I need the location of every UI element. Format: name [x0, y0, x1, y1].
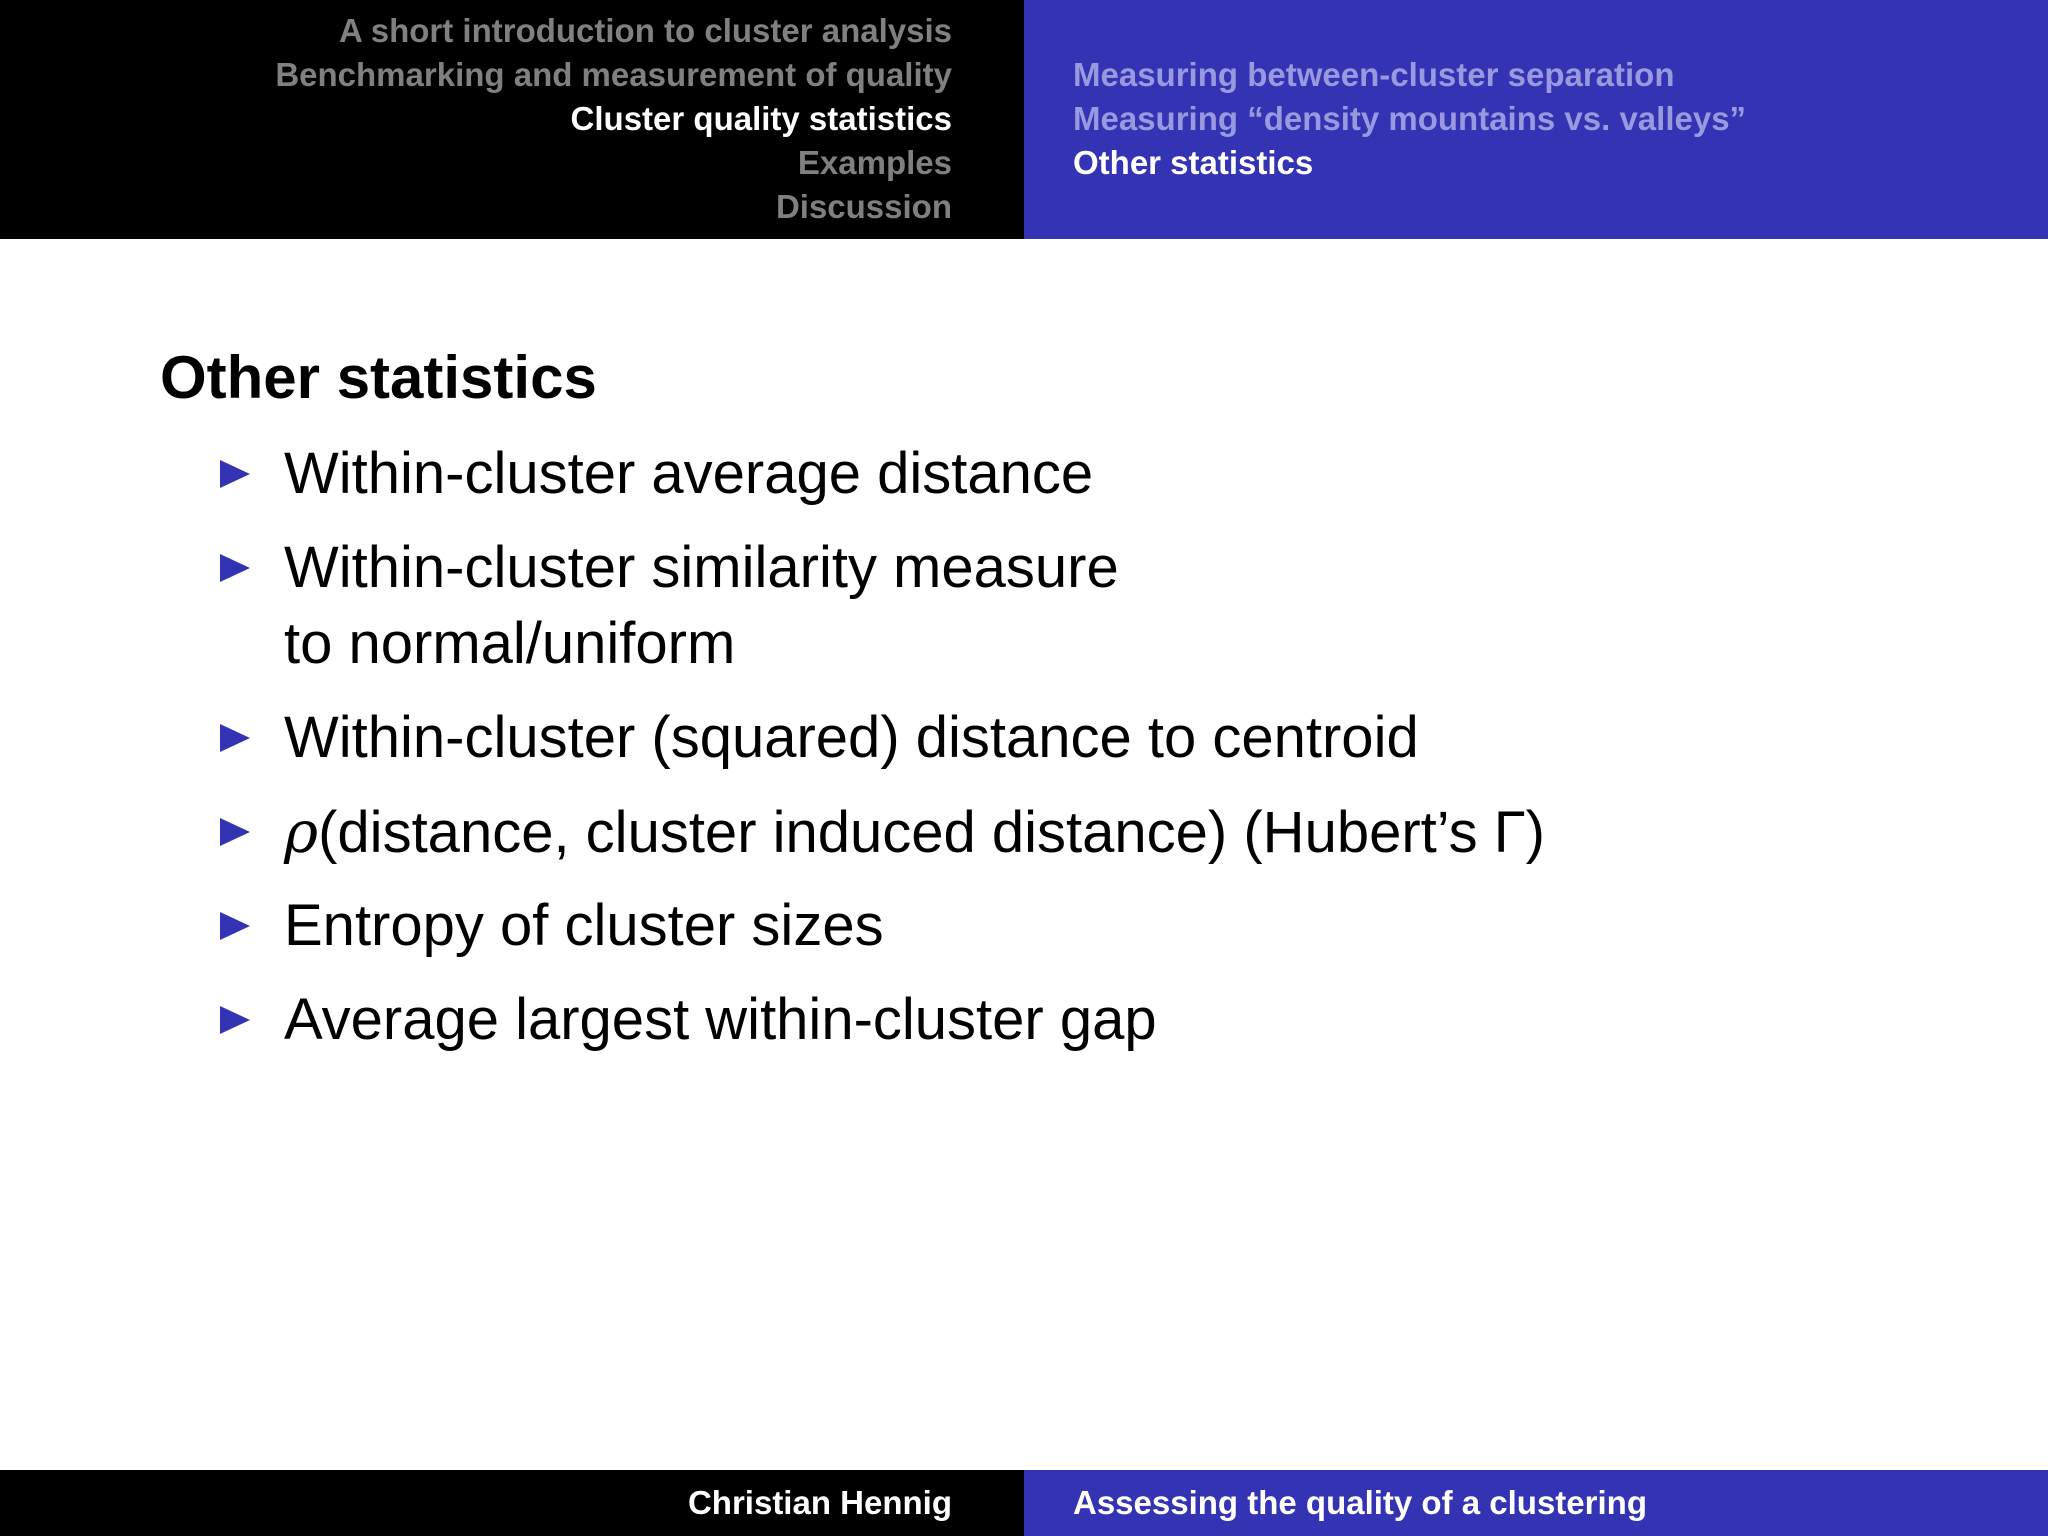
- section-nav: [0, 0, 1024, 239]
- bullet-triangle-icon: [220, 460, 250, 488]
- section-nav-item-discussion[interactable]: Discussion: [775, 188, 952, 225]
- bullet-text: Entropy of cluster sizes: [284, 893, 884, 958]
- bullet-triangle-icon: [220, 912, 250, 940]
- bullet-text: Average largest within-cluster gap: [284, 987, 1157, 1052]
- subsection-nav-item-other-statistics[interactable]: Other statistics: [1073, 144, 1314, 181]
- subsection-nav-item-between-cluster-separation[interactable]: Measuring between-cluster separation: [1073, 56, 1675, 93]
- footer: [0, 1470, 2048, 1536]
- bullet-text-continuation: to normal/uniform: [284, 611, 736, 676]
- rho-symbol: ρ: [284, 798, 319, 866]
- bullet-triangle-icon: [220, 1006, 250, 1034]
- frame-title: Other statistics: [160, 344, 597, 411]
- section-nav-item-cluster-quality-statistics[interactable]: Cluster quality statistics: [570, 100, 952, 137]
- bullet-triangle-icon: [220, 554, 250, 582]
- section-nav-item-benchmarking[interactable]: Benchmarking and measurement of quality: [275, 56, 952, 93]
- subsection-nav: [1024, 0, 2048, 239]
- bullet-text: Within-cluster average distance: [284, 441, 1094, 506]
- bullet-triangle-icon: [220, 724, 250, 752]
- section-nav-item-intro[interactable]: A short introduction to cluster analysis: [338, 12, 952, 49]
- subsection-nav-item-density-mountains[interactable]: Measuring “density mountains vs. valleys”: [1073, 100, 1747, 137]
- bullet-text: [284, 794, 1545, 871]
- bullet-triangle-icon: [220, 818, 250, 846]
- bullet-text: Within-cluster similarity measure: [284, 535, 1119, 600]
- bullet-text: Within-cluster (squared) distance to centroid: [284, 705, 1419, 770]
- bullet-text-body: (distance, cluster induced distance) (Hubert’s Γ): [318, 800, 1545, 865]
- header-navigation: [0, 0, 2048, 239]
- section-nav-item-examples[interactable]: Examples: [797, 144, 952, 181]
- footer-author: Christian Hennig: [0, 1470, 1024, 1536]
- footer-talk-title: Assessing the quality of a clustering: [1024, 1470, 2048, 1536]
